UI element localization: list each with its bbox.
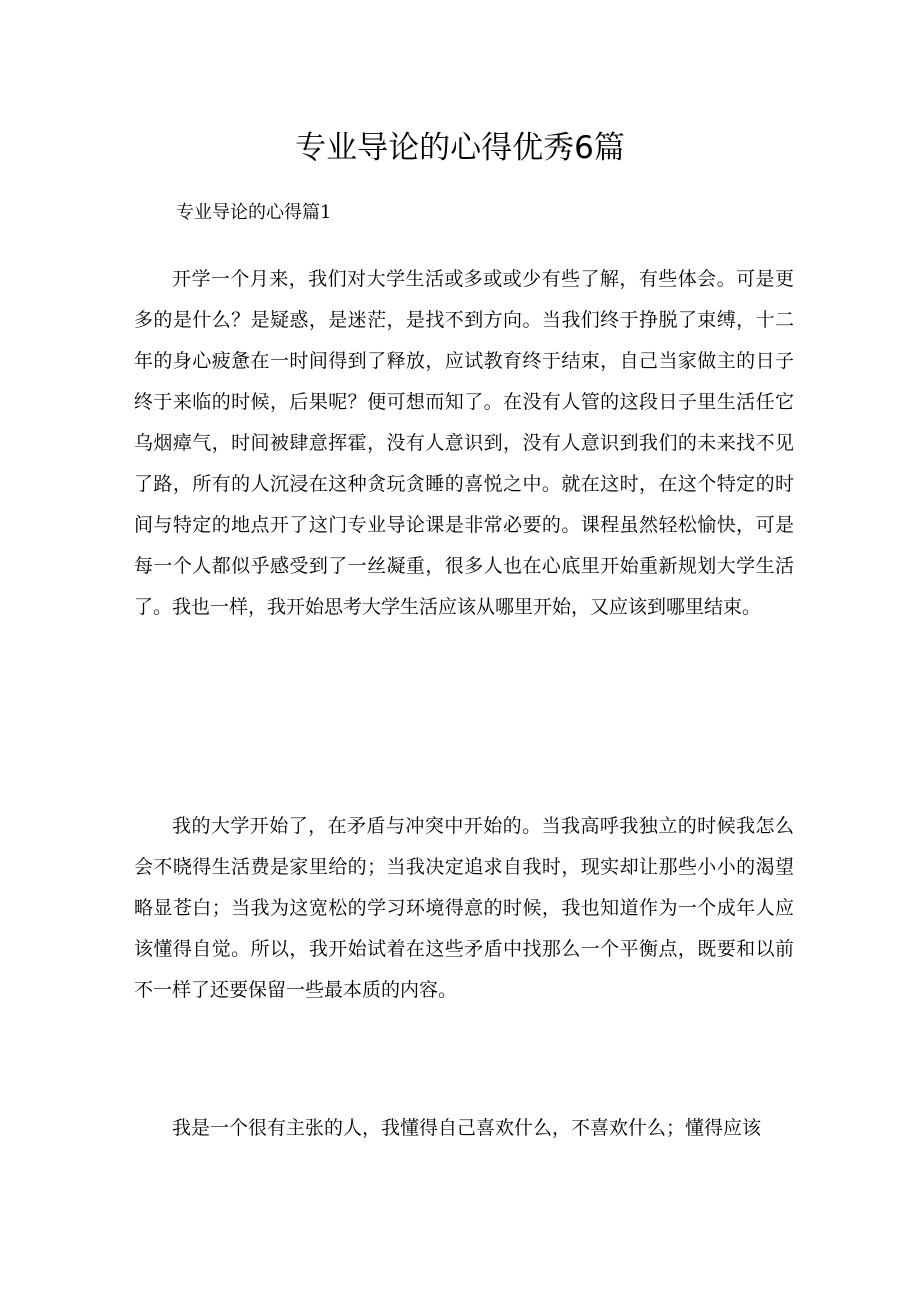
paragraph-1: 开学一个月来，我们对大学生活或多或或少有些了解，有些体会。可是更多的是什么？是疑惑，是迷茫，是找不到方向。当我们终于挣脱了束缚，十二年的身心疲惫在一时间得到了释放，应试教育终于结束，自己当家做主的日子终于来临的时候，后果呢？便可想而知了。在没有人管的这段日子里生活任它乌烟瘴气，时间被肆意挥霍，没有人意识到，没有人意识到我们的未来找不见了路，所有的人沉浸在这种贪玩贪睡的喜悦之中。就在这时，在这个特定的时间与特定的地点开了这门专业导论课是非常必要的。课程虽然轻松愉快，可是每一个人都似乎感受到了一丝凝重，很多人也在心底里开始重新规划大学生活了。我也一样，我开始思考大学生活应该从哪里开始，又应该到哪里结束。: [134, 268, 794, 618]
paragraph-3: 我是一个很有主张的人，我懂得自己喜欢什么，不喜欢什么；懂得应该: [172, 1117, 762, 1139]
section-heading: 专业导论的心得篇1: [176, 202, 332, 223]
paragraph-2: 我的大学开始了，在矛盾与冲突中开始的。当我高呼我独立的时候我怎么会不晓得生活费是家里给的；当我决定追求自我时，现实却让那些小小的渴望略显苍白；当我为这宽松的学习环境得意的时候，我也知道作为一个成年人应该懂得自觉。所以，我开始试着在这些矛盾中找那么一个平衡点，既要和以前不一样了还要保留一些最本质的内容。: [134, 815, 794, 1001]
document-title: 专业导论的心得优秀6篇: [295, 130, 625, 166]
